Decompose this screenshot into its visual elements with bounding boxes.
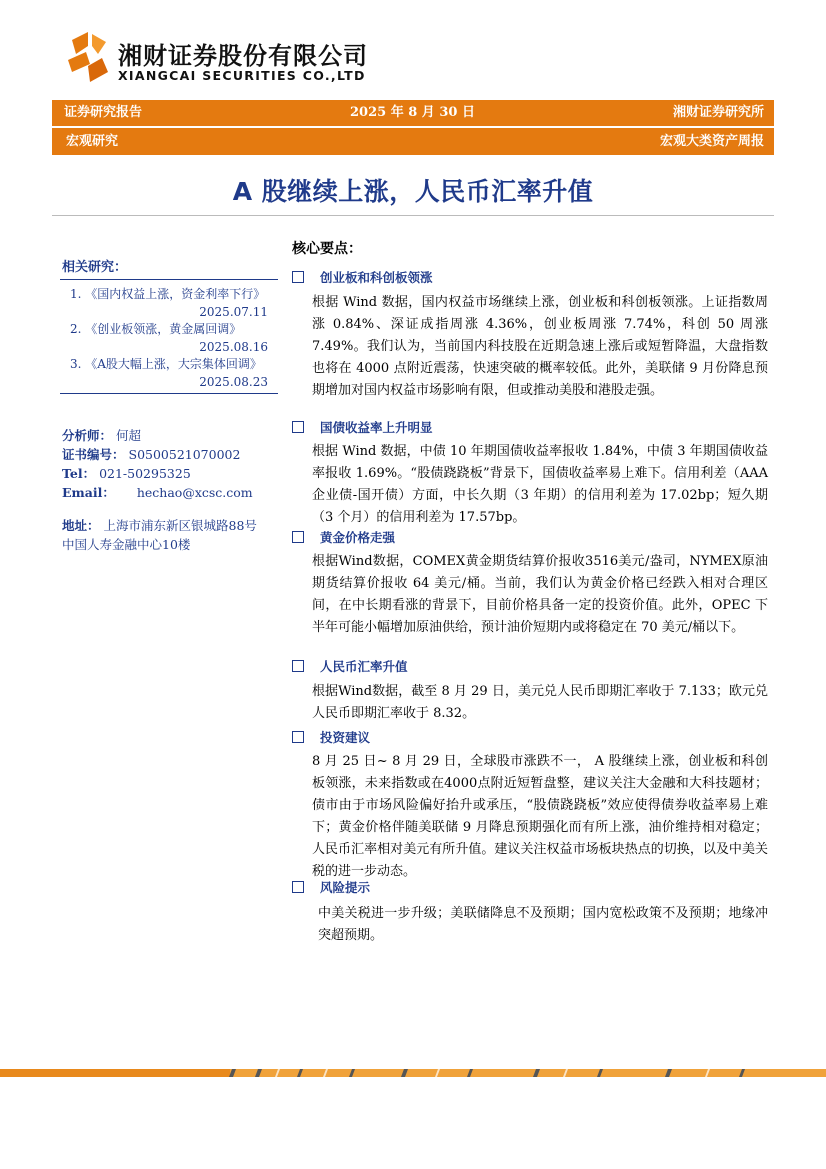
related-bottom-rule bbox=[60, 393, 278, 394]
checkbox-bullet-icon bbox=[292, 271, 304, 283]
related-research-title: 相关研究： bbox=[62, 260, 128, 275]
section-title-equity: 创业板和科创板领涨 bbox=[292, 268, 433, 286]
related-item-date: 2025.08.16 bbox=[199, 339, 268, 354]
section-title-risk: 风险提示 bbox=[292, 878, 370, 896]
section-title-fx: 人民币汇率升值 bbox=[292, 657, 408, 675]
email-label: Email： bbox=[62, 485, 115, 500]
cert-number: S0500521070002 bbox=[128, 447, 241, 462]
institute-name: 湘财证券研究所 bbox=[672, 105, 764, 120]
section-body-fx: 根据Wind数据，截至 8 月 29 日，美元兑人民币即期汇率收于 7.133；欧元兑人民币即期汇率收于 8.32。 bbox=[312, 684, 768, 721]
address-line-2: 中国人寿金融中心10楼 bbox=[62, 537, 191, 552]
related-top-rule bbox=[60, 279, 278, 280]
company-logo bbox=[68, 32, 112, 84]
section-body-gold: 根据Wind数据，COMEX黄金期货结算价报收3516美元/盎司，NYMEX原油期货结算价报收 64 美元/桶。当前，我们认为黄金价格已经跌入相对合理区间，在中长期看涨的背景下，目前价格具备一定的投资价值。此外，OPEC 下半年可能小幅增加原油供给，预计油价短期内或将稳定在 70 美元/桶以下。 bbox=[312, 554, 768, 635]
section-body-bond: 根据 Wind 数据，中债 10 年期国债收益率报收 1.84%，中债 3 年期国债收益率报收 1.69%。“股债跷跷板”背景下，国债收益率易上难下。信用利差（AAA 企业债-国开债）方面，中长久期（3 年期）的信用利差为 17.02bp；短久期（3 个月）的信用利差为 17.57bp。 bbox=[312, 444, 768, 525]
checkbox-bullet-icon bbox=[292, 731, 304, 743]
report-title: A 股继续上涨，人民币汇率升值 bbox=[232, 177, 594, 206]
footer-stripe-band bbox=[0, 1069, 826, 1077]
related-item-date: 2025.08.23 bbox=[199, 374, 268, 389]
section-title-gold: 黄金价格走强 bbox=[292, 528, 395, 546]
related-item[interactable] bbox=[70, 286, 268, 321]
section-body-equity: 根据 Wind 数据，国内权益市场继续上涨，创业板和科创板领涨。上证指数周涨 0.84%、深证成指周涨 4.36%，创业板周涨 7.74%，科创 50 周涨 7.49%。我们认为，当前国内科技股在近期急速上涨后或短暂降温，大盘指数也将在 4000 点附近震荡，快速突破的概率较低。此外，美联储 9 月份降息预期增加对国内权益市场影响有限，但或推动美股和港股走强。 bbox=[312, 295, 768, 398]
address-line bbox=[62, 516, 257, 535]
checkbox-bullet-icon bbox=[292, 421, 304, 433]
company-name-en: XIANGCAI SECURITIES CO.,LTD bbox=[118, 68, 366, 83]
address-label: 地址： bbox=[62, 518, 100, 533]
cert-line bbox=[62, 445, 240, 464]
email-line bbox=[62, 483, 253, 502]
section-body-risk: 中美关税进一步升级；美联储降息不及预期；国内宽松政策不及预期；地缘冲突超预期。 bbox=[318, 906, 768, 943]
tel-line bbox=[62, 464, 191, 483]
checkbox-bullet-icon bbox=[292, 660, 304, 672]
tel-number: 021-50295325 bbox=[99, 466, 191, 481]
section-title-advice: 投资建议 bbox=[292, 728, 370, 746]
section-title-bond: 国债收益率上升明显 bbox=[292, 418, 433, 436]
email-address[interactable]: hechao@xcsc.com bbox=[136, 485, 253, 500]
title-divider bbox=[52, 215, 774, 216]
tel-label: Tel： bbox=[62, 466, 96, 481]
address-line-1: 上海市浦东新区银城路88号 bbox=[103, 518, 257, 533]
report-type: 证券研究报告 bbox=[64, 105, 143, 120]
research-category: 宏观研究 bbox=[66, 134, 119, 149]
related-item-title[interactable]: 1. 《国内权益上涨，资金利率下行》 bbox=[70, 287, 266, 301]
report-series: 宏观大类资产周报 bbox=[659, 134, 764, 149]
company-name-cn: 湘财证券股份有限公司 bbox=[118, 42, 368, 70]
section-body-advice: 8 月 25 日~ 8 月 29 日，全球股市涨跌不一， A 股继续上涨，创业板和科创板领涨，未来指数或在4000点附近短暂盘整，建议关注大金融和大科技题材；债市由于市场风险偏好抬升或承压，“股债跷跷板”效应使得债券收益率易上难下；黄金价格伴随美联储 9 月降息预期强化而有所上涨，油价维持相对稳定；人民币汇率相对美元有所升值。建议关注权益市场板块热点的切换，以及中美关税的进一步动态。 bbox=[312, 754, 768, 879]
report-date: 2025 年 8 月 30 日 bbox=[350, 105, 475, 120]
analyst-name: 何超 bbox=[116, 428, 142, 443]
header-bar-top bbox=[52, 100, 774, 126]
related-item-date: 2025.07.11 bbox=[199, 304, 268, 319]
analyst-label: 分析师： bbox=[62, 428, 113, 443]
header-bar-bottom bbox=[52, 128, 774, 155]
related-item-title[interactable]: 2. 《创业板领涨，黄金属回调》 bbox=[70, 322, 242, 336]
checkbox-bullet-icon bbox=[292, 881, 304, 893]
related-item[interactable] bbox=[70, 321, 268, 356]
cert-label: 证书编号： bbox=[62, 447, 125, 462]
related-item[interactable] bbox=[70, 356, 268, 391]
related-item-title[interactable]: 3. 《A股大幅上涨，大宗集体回调》 bbox=[70, 357, 262, 371]
key-points-heading: 核心要点： bbox=[292, 241, 362, 257]
analyst-line bbox=[62, 426, 141, 445]
related-research-list bbox=[70, 286, 268, 391]
checkbox-bullet-icon bbox=[292, 531, 304, 543]
